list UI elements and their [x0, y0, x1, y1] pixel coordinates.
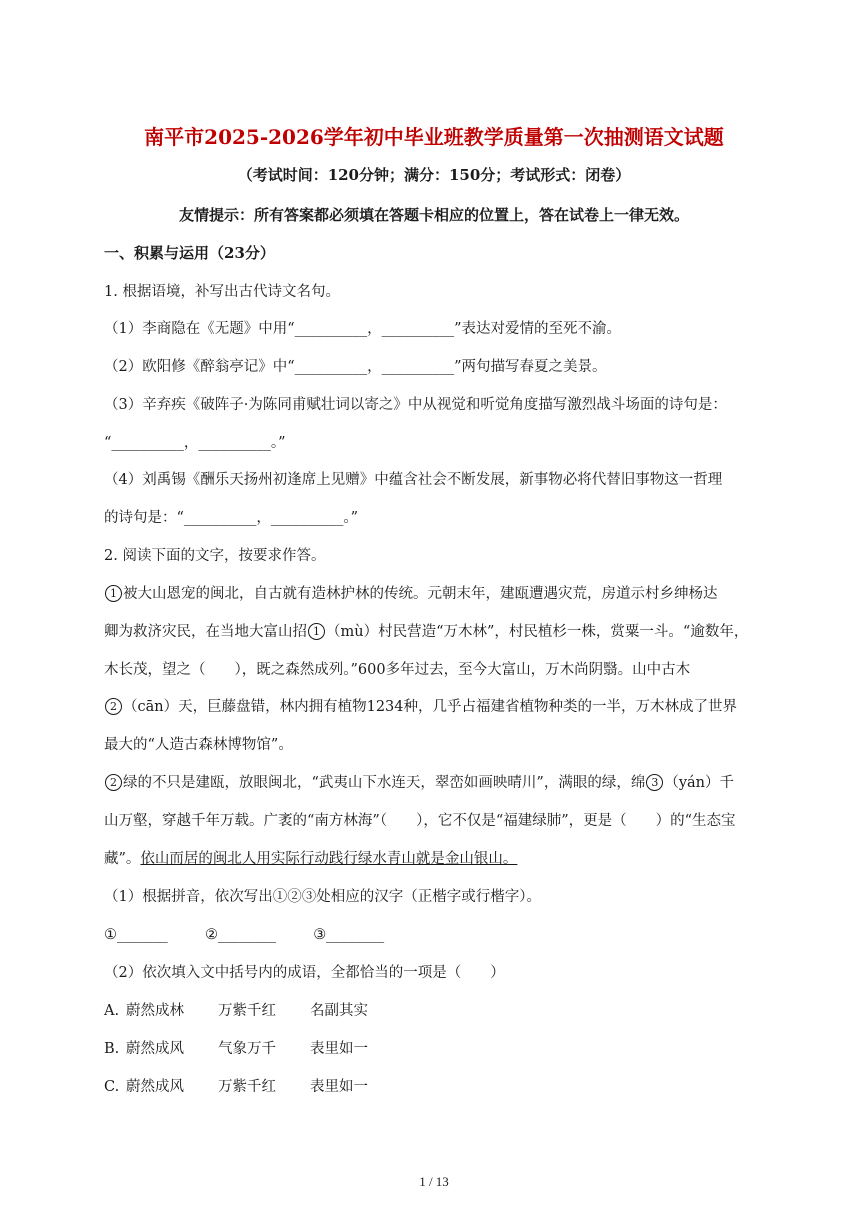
q1-item-1: （1）李商隐在《无题》中用“__________，__________”表达对爱情的至死不渝。: [104, 321, 622, 337]
q2-stem: 2. 阅读下面的文字，按要求作答。: [104, 548, 326, 564]
option-a: A. 蔚然成林 万紫千红 名副其实: [104, 1003, 368, 1019]
section-heading: 一、积累与运用（23分）: [104, 244, 275, 262]
q1-item-3: （3）辛弃疾《破阵子·为陈同甫赋壮词以寄之》中从视觉和听觉角度描写激烈战斗场面的诗句是：: [104, 397, 727, 413]
passage-p2-line3: 藏”。依山而居的闽北人用实际行动践行绿水青山就是金山银山。: [104, 851, 518, 867]
passage-p2-line2: 山万壑，穿越千年万载。广袤的“南方林海”（ ），它不仅是“福建绿肺”，更是（ ）的“生态宝: [104, 813, 736, 829]
circled-marker: 1: [105, 585, 122, 602]
passage-p1-line2: 卿为救济灾民，在当地大富山招 1 （mù）村民营造“万木林”，村民植杉一株，赏粟一斗。“逾数年，: [104, 624, 749, 640]
q2-sub1-blanks: [104, 925, 384, 945]
option-c: C. 蔚然成风 万紫千红 表里如一: [104, 1079, 368, 1095]
passage-p1-line5: 最大的“人造古森林博物馆”。: [104, 737, 293, 753]
q1-item-4-cont: 的诗句是：“__________，__________。”: [104, 510, 359, 526]
blank-1: ①_______: [104, 927, 168, 943]
q1-item-3-cont: “__________，__________。”: [104, 435, 286, 451]
circled-marker: 3: [646, 774, 663, 791]
q1-stem: 1. 根据语境，补写出古代诗文名句。: [104, 284, 340, 300]
friendly-tip: 友情提示：所有答案都必须填在答题卡相应的位置上，答在试卷上一律无效。: [178, 206, 689, 224]
exam-info: （考试时间：120分钟；满分：150分；考试形式：闭卷）: [237, 166, 631, 184]
q1-item-4: （4）刘禹锡《酬乐天扬州初逢席上见赠》中蕴含社会不断发展，新事物必将代替旧事物这一哲理: [104, 472, 723, 488]
q2-sub1: （1）根据拼音，依次写出①②③处相应的汉字（正楷字或行楷字）。: [104, 889, 541, 905]
page-title: 南平市2025-2026学年初中毕业班教学质量第一次抽测语文试题: [144, 125, 724, 149]
underlined-sentence: 依山而居的闽北人用实际行动践行绿水青山就是金山银山。: [140, 851, 518, 867]
circled-marker: 2: [105, 698, 122, 715]
circled-marker: 1: [308, 623, 325, 640]
blank-3: ③________: [313, 927, 385, 943]
option-b: B. 蔚然成风 气象万千 表里如一: [104, 1041, 368, 1057]
passage-p1-line4: 2 （cān）天，巨藤盘错，林内拥有植物1234种，几乎占福建省植物种类的一半，万木林成了世界: [104, 697, 737, 717]
q2-sub2: （2）依次填入文中括号内的成语，全都恰当的一项是（ ）: [104, 965, 505, 981]
page-number: 1 / 13: [419, 1174, 449, 1189]
passage-p2-line1: 2 绿的不只是建瓯，放眼闽北，“武夷山下水连天，翠峦如画映晴川”，满眼的绿，绵 3 （yán）千: [104, 773, 734, 793]
passage-p1-line1: 1 被大山恩宠的闽北，自古就有造林护林的传统。元朝末年，建瓯遭遇灾荒，房道示村乡绅杨达: [104, 584, 718, 604]
q1-item-2: （2）欧阳修《醉翁亭记》中“__________，__________”两句描写春夏之美景。: [104, 359, 607, 375]
circled-marker: 2: [105, 774, 122, 791]
passage-p1-line3: 木长茂，望之（ ），既之森然成列。”600多年过去，至今大富山，万木尚阴翳。山中古木: [104, 662, 691, 678]
blank-2: ②________: [204, 927, 276, 943]
